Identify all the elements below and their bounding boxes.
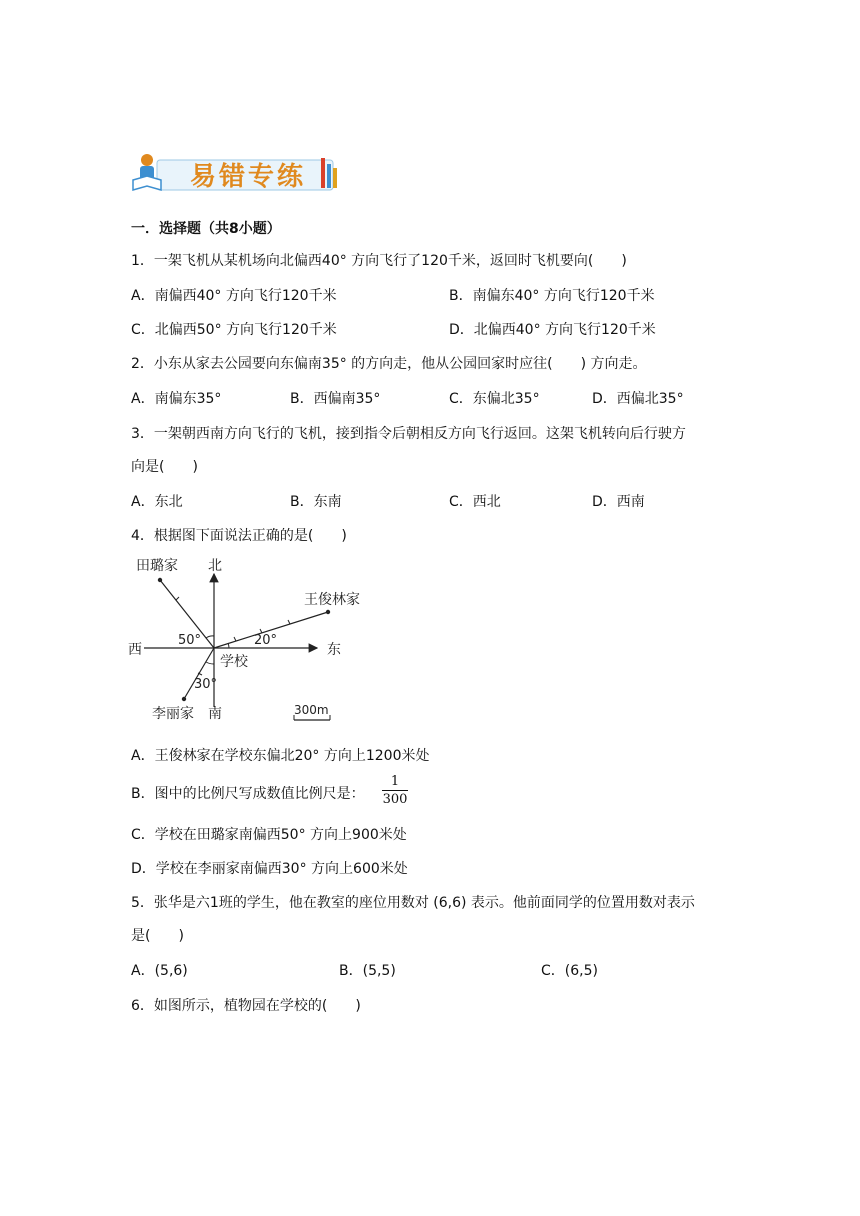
direction-diagram bbox=[122, 552, 382, 724]
label-angle-li: 30° bbox=[194, 677, 218, 692]
label-north: 北 bbox=[208, 558, 222, 574]
label-li: 李丽家 bbox=[152, 706, 194, 722]
question-3-option-a[interactable]: A．东北 bbox=[131, 494, 183, 510]
question-4-option-b[interactable]: B．图中的比例尺写成数值比例尺是： bbox=[131, 786, 365, 802]
section-heading: 一．选择题（共8小题） bbox=[131, 221, 281, 237]
question-5-option-b[interactable]: B．(5,5) bbox=[339, 963, 396, 979]
question-1-option-b[interactable]: B．南偏东40° 方向飞行120千米 bbox=[449, 288, 655, 304]
label-west: 西 bbox=[128, 642, 142, 658]
question-1-stem: 1．一架飞机从某机场向北偏西40° 方向飞行了120千米，返回时飞机要向( ) bbox=[131, 253, 627, 269]
question-2-option-a[interactable]: A．南偏东35° bbox=[131, 391, 222, 407]
question-4-option-a[interactable]: A．王俊林家在学校东偏北20° 方向上1200米处 bbox=[131, 748, 430, 764]
question-2-stem: 2．小东从家去公园要向东偏南35° 的方向走，他从公园回家时应往( ) 方向走。 bbox=[131, 356, 647, 372]
label-scale: 300m bbox=[294, 703, 329, 717]
label-angle-wang: 20° bbox=[254, 633, 278, 648]
question-5-stem-line-1: 5．张华是六1班的学生，他在教室的座位用数对 (6,6) 表示。他前面同学的位置用数对表示 bbox=[131, 895, 695, 911]
label-school: 学校 bbox=[220, 654, 248, 670]
question-2-option-c[interactable]: C．东偏北35° bbox=[449, 391, 540, 407]
question-3-option-c[interactable]: C．西北 bbox=[449, 494, 501, 510]
question-3-stem-line-2: 向是( ) bbox=[131, 459, 198, 475]
question-6-stem: 6．如图所示，植物园在学校的( ) bbox=[131, 998, 361, 1014]
fraction-numerator: 1 bbox=[382, 773, 408, 791]
fraction-denominator: 300 bbox=[382, 792, 408, 807]
question-3-stem-line-1: 3．一架朝西南方向飞行的飞机，接到指令后朝相反方向飞行返回。这架飞机转向后行驶方 bbox=[131, 426, 686, 442]
question-5-stem-line-2: 是( ) bbox=[131, 928, 184, 944]
question-5-option-a[interactable]: A．(5,6) bbox=[131, 963, 188, 979]
scale-fraction bbox=[382, 773, 408, 808]
question-5-option-c[interactable]: C．(6,5) bbox=[541, 963, 598, 979]
label-angle-tian: 50° bbox=[178, 633, 202, 648]
label-wang: 王俊林家 bbox=[304, 592, 360, 608]
question-3-option-d[interactable]: D．西南 bbox=[592, 494, 645, 510]
label-south: 南 bbox=[208, 706, 222, 722]
question-4-stem: 4．根据图下面说法正确的是( ) bbox=[131, 528, 347, 544]
question-1-option-c[interactable]: C．北偏西50° 方向飞行120千米 bbox=[131, 322, 337, 338]
question-3-option-b[interactable]: B．东南 bbox=[290, 494, 342, 510]
question-4-option-d[interactable]: D．学校在李丽家南偏西30° 方向上600米处 bbox=[131, 861, 408, 877]
question-2-option-b[interactable]: B．西偏南35° bbox=[290, 391, 381, 407]
banner-title: 易错专练 bbox=[190, 162, 307, 192]
question-1-option-d[interactable]: D．北偏西40° 方向飞行120千米 bbox=[449, 322, 656, 338]
question-2-option-d[interactable]: D．西偏北35° bbox=[592, 391, 684, 407]
label-tian: 田璐家 bbox=[136, 558, 178, 574]
label-east: 东 bbox=[327, 642, 341, 658]
question-1-option-a[interactable]: A．南偏西40° 方向飞行120千米 bbox=[131, 288, 337, 304]
question-4-option-c[interactable]: C．学校在田璐家南偏西50° 方向上900米处 bbox=[131, 827, 407, 843]
